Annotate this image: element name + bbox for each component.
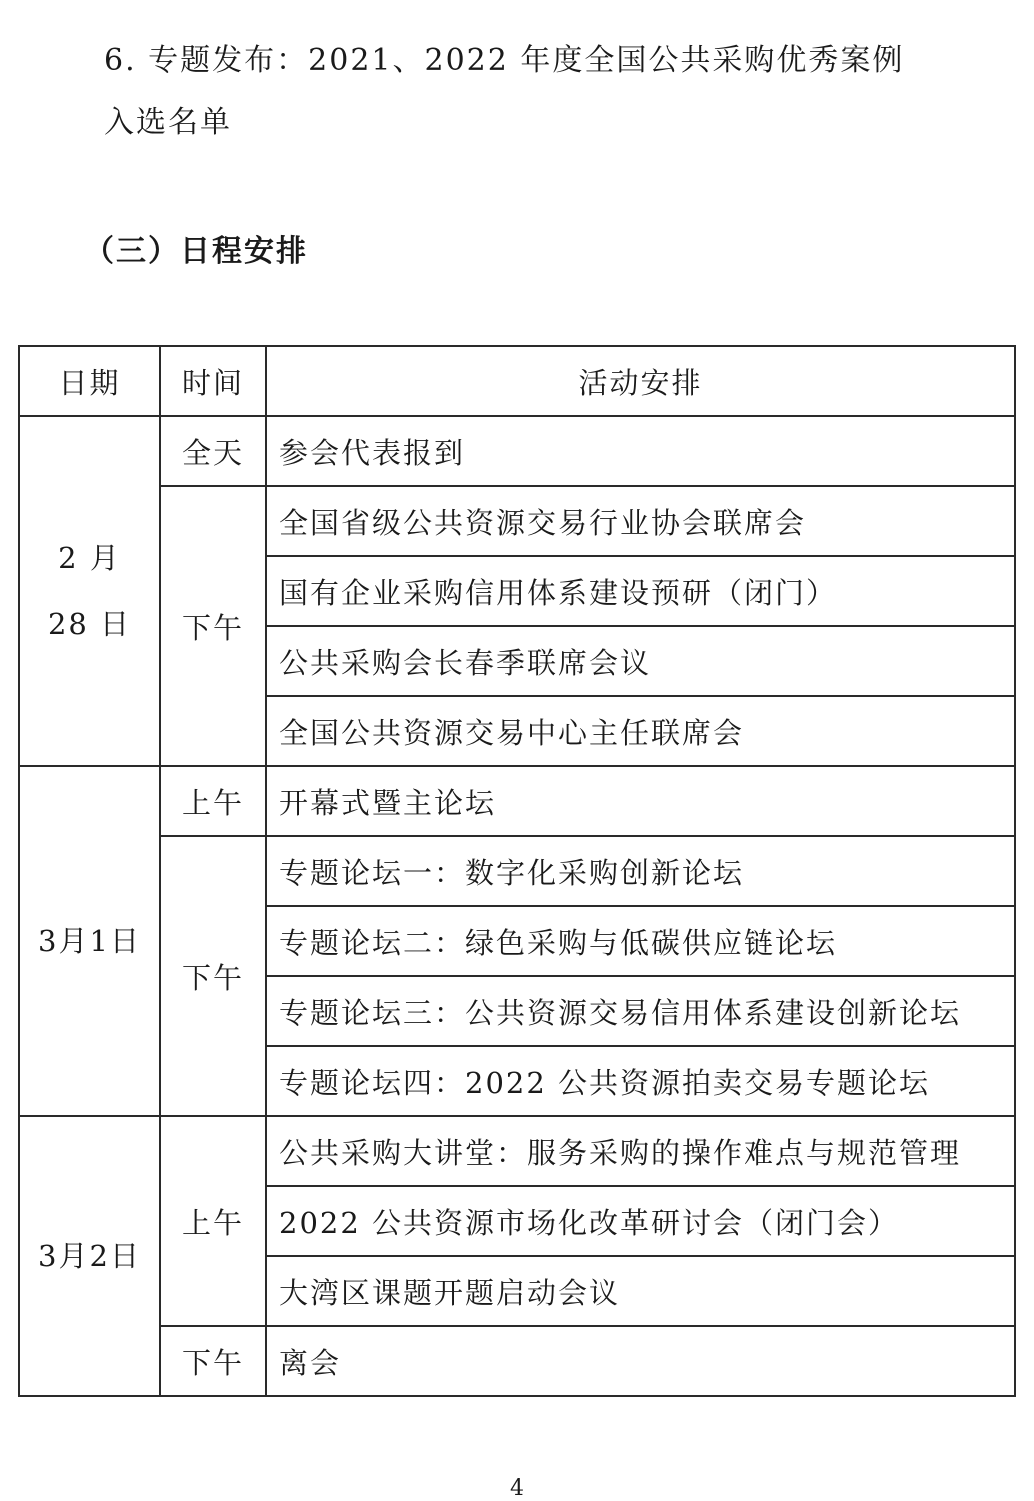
header-activity: 活动安排 <box>266 346 1015 416</box>
page-number: 4 <box>510 1476 524 1501</box>
time-cell: 上午 <box>160 1116 266 1326</box>
topic-release-paragraph: 6. 专题发布：2021、2022 年度全国公共采购优秀案例入选名单 <box>104 43 905 140</box>
activity-cell: 开幕式暨主论坛 <box>266 766 1015 836</box>
header-date: 日期 <box>19 346 160 416</box>
table-row <box>19 486 1015 556</box>
time-cell: 下午 <box>160 1326 266 1396</box>
table-row <box>19 416 1015 486</box>
activity-cell: 2022 公共资源市场化改革研讨会（闭门会） <box>266 1186 1015 1256</box>
activity-cell: 专题论坛四：2022 公共资源拍卖交易专题论坛 <box>266 1046 1015 1116</box>
table-row <box>19 1326 1015 1396</box>
table-row <box>19 1116 1015 1186</box>
activity-cell: 专题论坛三：公共资源交易信用体系建设创新论坛 <box>266 976 1015 1046</box>
activity-cell: 公共采购会长春季联席会议 <box>266 626 1015 696</box>
time-cell: 下午 <box>160 486 266 766</box>
activity-cell: 公共采购大讲堂：服务采购的操作难点与规范管理 <box>266 1116 1015 1186</box>
table-row <box>19 836 1015 906</box>
table-header-row <box>19 346 1015 416</box>
header-time: 时间 <box>160 346 266 416</box>
date-cell: 2 月 28 日 <box>19 416 160 766</box>
activity-cell: 参会代表报到 <box>266 416 1015 486</box>
time-cell: 上午 <box>160 766 266 836</box>
activity-cell: 国有企业采购信用体系建设预研（闭门） <box>266 556 1015 626</box>
activity-cell: 专题论坛一：数字化采购创新论坛 <box>266 836 1015 906</box>
schedule-table <box>18 345 1016 1397</box>
activity-cell: 离会 <box>266 1326 1015 1396</box>
date-cell: 3月1日 <box>19 766 160 1116</box>
table-row <box>19 766 1015 836</box>
activity-cell: 全国省级公共资源交易行业协会联席会 <box>266 486 1015 556</box>
time-cell: 下午 <box>160 836 266 1116</box>
section-heading-schedule: （三）日程安排 <box>84 234 308 269</box>
activity-cell: 专题论坛二：绿色采购与低碳供应链论坛 <box>266 906 1015 976</box>
activity-cell: 大湾区课题开题启动会议 <box>266 1256 1015 1326</box>
date-cell: 3月2日 <box>19 1116 160 1396</box>
activity-cell: 全国公共资源交易中心主任联席会 <box>266 696 1015 766</box>
time-cell: 全天 <box>160 416 266 486</box>
